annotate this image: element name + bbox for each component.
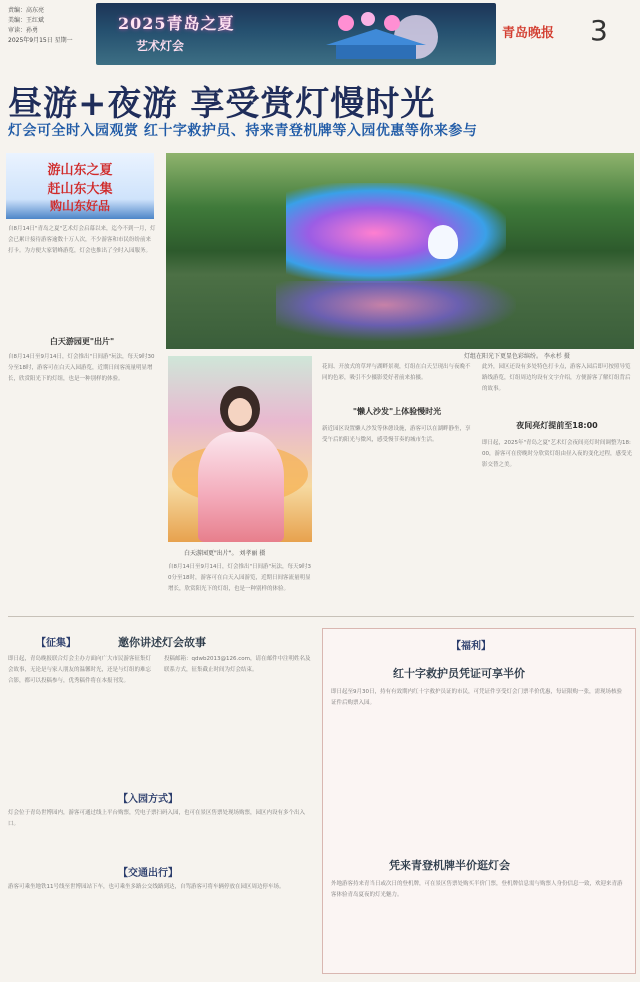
banner-title: 2025青岛之夏 [118,14,235,33]
traffic-tag: 【交通出行】 [118,868,178,879]
subheadline: 灯会可全时入园观赏 红十字救护员、持来青登机牌等入园优惠等你来参与 [8,123,478,139]
girl-photo [168,356,312,542]
welfare-tag: 【福利】 [451,641,491,652]
promo-banner [6,153,154,219]
lantern-reflection [276,281,516,341]
photo-caption: 灯组在阳光下更显色彩缤纷。 李永杉 摄 [464,353,570,360]
welfare-box [322,628,636,974]
section-night-title: 夜间亮灯提前至18:00 [516,421,598,430]
welfare-title-1: 红十字救护员凭证可享半价 [393,667,525,680]
swan-lantern [428,225,458,259]
entry-tag: 【入园方式】 [118,794,178,805]
lantern-photo [166,153,634,349]
banner-subtitle: 艺术灯会 [136,39,185,53]
meta-line: 美编：王红斌 [8,17,45,24]
divider [8,616,634,617]
welfare-text-1: 即日起至9月30日，持有有效期内红十字救护员证的市民，可凭证件享受灯会门票半价优惠，每证限购一张，需现场核验证件后购票入园。 [331,689,623,706]
solicit-text: 即日起，青岛晚报联合灯会主办方面向广大市民游客征集灯会故事，无论是与家人朋友的温馨时光，还是与灯组的难忘合影，都可以投稿参与，优秀稿件将在本报刊发。 [8,656,152,684]
traffic-text: 游客可乘坐地铁11号线至世博园站下车，也可乘坐多路公交线路到达，自驾游客可将车辆停放在园区周边停车场。 [8,884,285,890]
section-sofa-title: "懒人沙发"上体验慢时光 [352,407,442,416]
article-text-col3b: 新近园区设置懒人沙发等休憩设施，游客可以在湖畔静坐，享受午后的阳光与微风，感受慢节奏的城市生活。 [322,426,471,443]
paper-name: 青岛晚报 [502,26,555,41]
article-text-col4b: 即日起，2025年"青岛之夏"艺术灯会夜间亮灯时间调整为18:00，游客可在傍晚时分欣赏灯组由昼入夜的变化过程，感受光影交替之美。 [482,440,632,468]
solicit-tag: 【征集】 [36,638,76,649]
girl-caption: 白天游园更"出片"。 刘孝丽 摄 [184,550,266,557]
lantern-glow [286,183,506,283]
solicit-tag-text: 征集 [46,638,66,649]
welfare-title-2: 凭来青登机牌半价逛灯会 [389,859,510,872]
welfare-tag-text: 福利 [461,641,481,652]
solicit-title: 邀你讲述灯会故事 [118,636,206,649]
article-text-col1: 自8月14日"青岛之夏"艺术灯会启幕以来，迄今不到一月，灯会已累计接待游客逾数十万人次，不少游客和市民纷纷前来打卡。为方便大家错峰游览，灯会也推出了全时入园服务。 [8,226,156,254]
meta-line: 2025年9月15日 星期一 [8,37,73,44]
page-number: 3 [590,14,608,47]
meta-line: 责编：高东亮 [8,7,45,14]
welfare-text-2: 外地游客持来青当日或次日的登机牌，可在景区售票处购买半价门票，登机牌信息需与购票人身份信息一致，欢迎来青游客体验青岛夏夜的灯光魅力。 [331,881,623,898]
promo-line: 赶山东大集 [47,182,113,197]
meta-line: 审读：孙勇 [8,27,39,34]
article-text-col1b: 自8月14日至9月14日，灯会推出"日间游"玩法，每天9时30分至18时，游客可在白天入园游览，近期日间客流量明显增长，欣赏阳光下的灯组，也是一种别样的体验。 [8,354,155,382]
entry-text: 灯会位于青岛世博园内，游客可通过线上平台购票，凭电子票扫码入园，也可在景区售票处现场购票，园区内设有多个出入口。 [8,810,306,827]
article-text-col3: 花间、开放式的草坪与湖畔景观，灯组在白天呈现出与夜晚不同的色彩，吸引不少摄影爱好者前来拍摄。 [322,364,471,381]
pavilion-icon [306,11,466,63]
masthead-meta [8,6,88,46]
solicit-text2: 投稿邮箱：qdwb2013@126.com，请在邮件中注明姓名及联系方式，征集截止时间为灯会结束。 [164,656,311,673]
article-text-col4: 此外，园区还设有多处特色打卡点，游客入园后即可按照导览路线游览，灯组周边均设有文字介绍，方便游客了解灯组背后的故事。 [482,364,631,392]
traffic-tag-text: 交通出行 [128,868,168,879]
headline: 昼游+夜游 享受赏灯慢时光 [8,84,436,124]
entry-tag-text: 入园方式 [128,794,168,805]
girl-dress [198,432,284,542]
section-day-title: 白天游园更"出片" [49,337,115,346]
article-text-col2: 自8月14日至9月14日，灯会推出"日间游"玩法，每天9时30分至18时，游客可在白天入园游览，近期日间客流量明显增长，欣赏阳光下的灯组，也是一种别样的体验。 [168,564,312,592]
girl-face [228,398,252,426]
festival-banner [96,3,496,65]
promo-line: 游山东之夏 [47,163,113,178]
promo-line: 购山东好品 [49,199,110,213]
